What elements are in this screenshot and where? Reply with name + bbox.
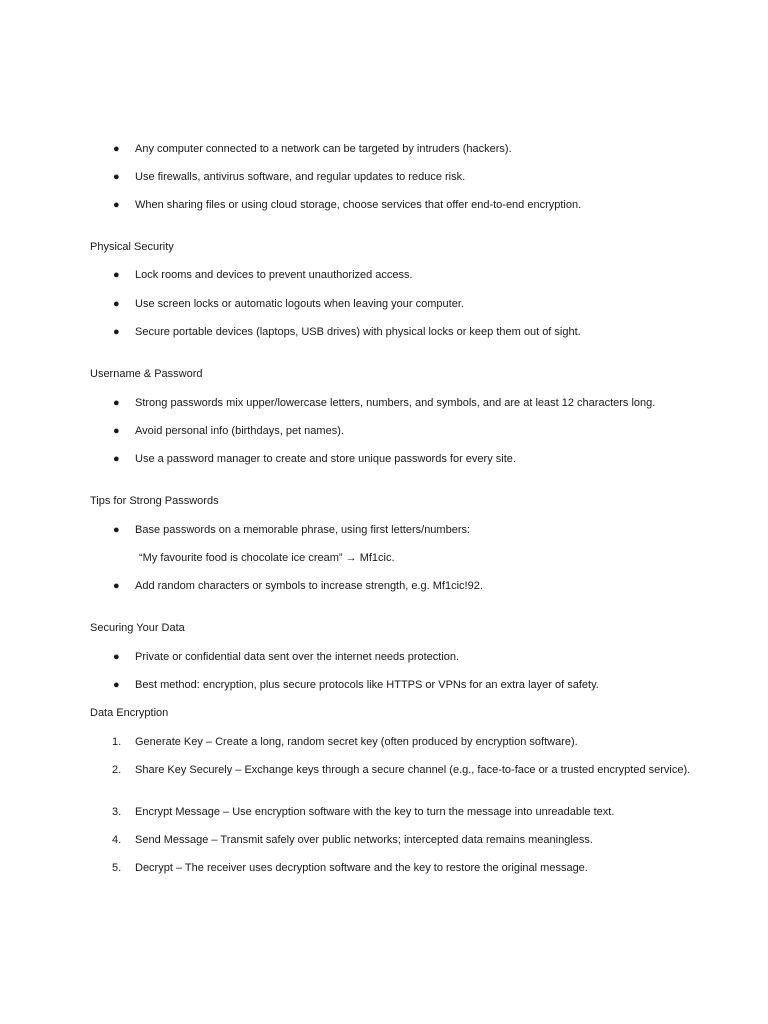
bullet-marker: ● — [113, 651, 120, 663]
bullet-marker: ● — [113, 524, 120, 536]
bullet-marker: ● — [113, 199, 120, 211]
list-item: Strong passwords mix upper/lowercase letters, numbers, and symbols, and are at least 12 characters long. — [135, 397, 656, 409]
section-heading-tips: Tips for Strong Passwords — [90, 495, 219, 507]
bullet-marker: ● — [113, 679, 120, 691]
list-item: Secure portable devices (laptops, USB drives) with physical locks or keep them out of sight. — [135, 326, 581, 338]
list-item: When sharing files or using cloud storage, choose services that offer end-to-end encryption. — [135, 199, 582, 211]
list-item: Any computer connected to a network can be targeted by intruders (hackers). — [135, 143, 512, 155]
list-item: Use firewalls, antivirus software, and regular updates to reduce risk. — [135, 171, 466, 183]
password-example: “My favourite food is chocolate ice cream” → Mf1cic. — [139, 552, 395, 564]
step-text: Encrypt Message – Use encryption software with the key to turn the message into unreadable text. — [135, 806, 615, 818]
step-text: Send Message – Transmit safely over public networks; intercepted data remains meaningless. — [135, 834, 593, 846]
list-item: Add random characters or symbols to increase strength, e.g. Mf1cic!92. — [135, 580, 483, 592]
step-text: Share Key Securely – Exchange keys through a secure channel (e.g., face-to-face or a trusted encrypted service). — [135, 764, 691, 776]
step-number: 1. — [112, 736, 122, 748]
section-heading-data-encryption: Data Encryption — [90, 707, 169, 719]
list-item: Use screen locks or automatic logouts when leaving your computer. — [135, 298, 464, 310]
list-item: Best method: encryption, plus secure protocols like HTTPS or VPNs for an extra layer of safety. — [135, 679, 599, 691]
bullet-marker: ● — [113, 269, 120, 281]
bullet-marker: ● — [113, 453, 120, 465]
bullet-marker: ● — [113, 580, 120, 592]
list-item: Private or confidential data sent over the internet needs protection. — [135, 651, 460, 663]
section-heading-physical-security: Physical Security — [90, 241, 174, 253]
step-number: 4. — [112, 834, 122, 846]
step-number: 3. — [112, 806, 122, 818]
bullet-marker: ● — [113, 425, 120, 437]
bullet-marker: ● — [113, 326, 120, 338]
bullet-marker: ● — [113, 171, 120, 183]
list-item: Use a password manager to create and store unique passwords for every site. — [135, 453, 516, 465]
list-item: Avoid personal info (birthdays, pet names). — [135, 425, 344, 437]
section-heading-securing-data: Securing Your Data — [90, 622, 185, 634]
bullet-marker: ● — [113, 298, 120, 310]
step-text: Decrypt – The receiver uses decryption software and the key to restore the original message. — [135, 862, 588, 874]
bullet-marker: ● — [113, 143, 120, 155]
list-item: Base passwords on a memorable phrase, using first letters/numbers: — [135, 524, 471, 536]
bullet-marker: ● — [113, 397, 120, 409]
step-text: Generate Key – Create a long, random secret key (often produced by encryption software). — [135, 736, 578, 748]
step-number: 5. — [112, 862, 122, 874]
section-heading-username-password: Username & Password — [90, 368, 203, 380]
list-item: Lock rooms and devices to prevent unauthorized access. — [135, 269, 413, 281]
step-number: 2. — [112, 764, 122, 776]
